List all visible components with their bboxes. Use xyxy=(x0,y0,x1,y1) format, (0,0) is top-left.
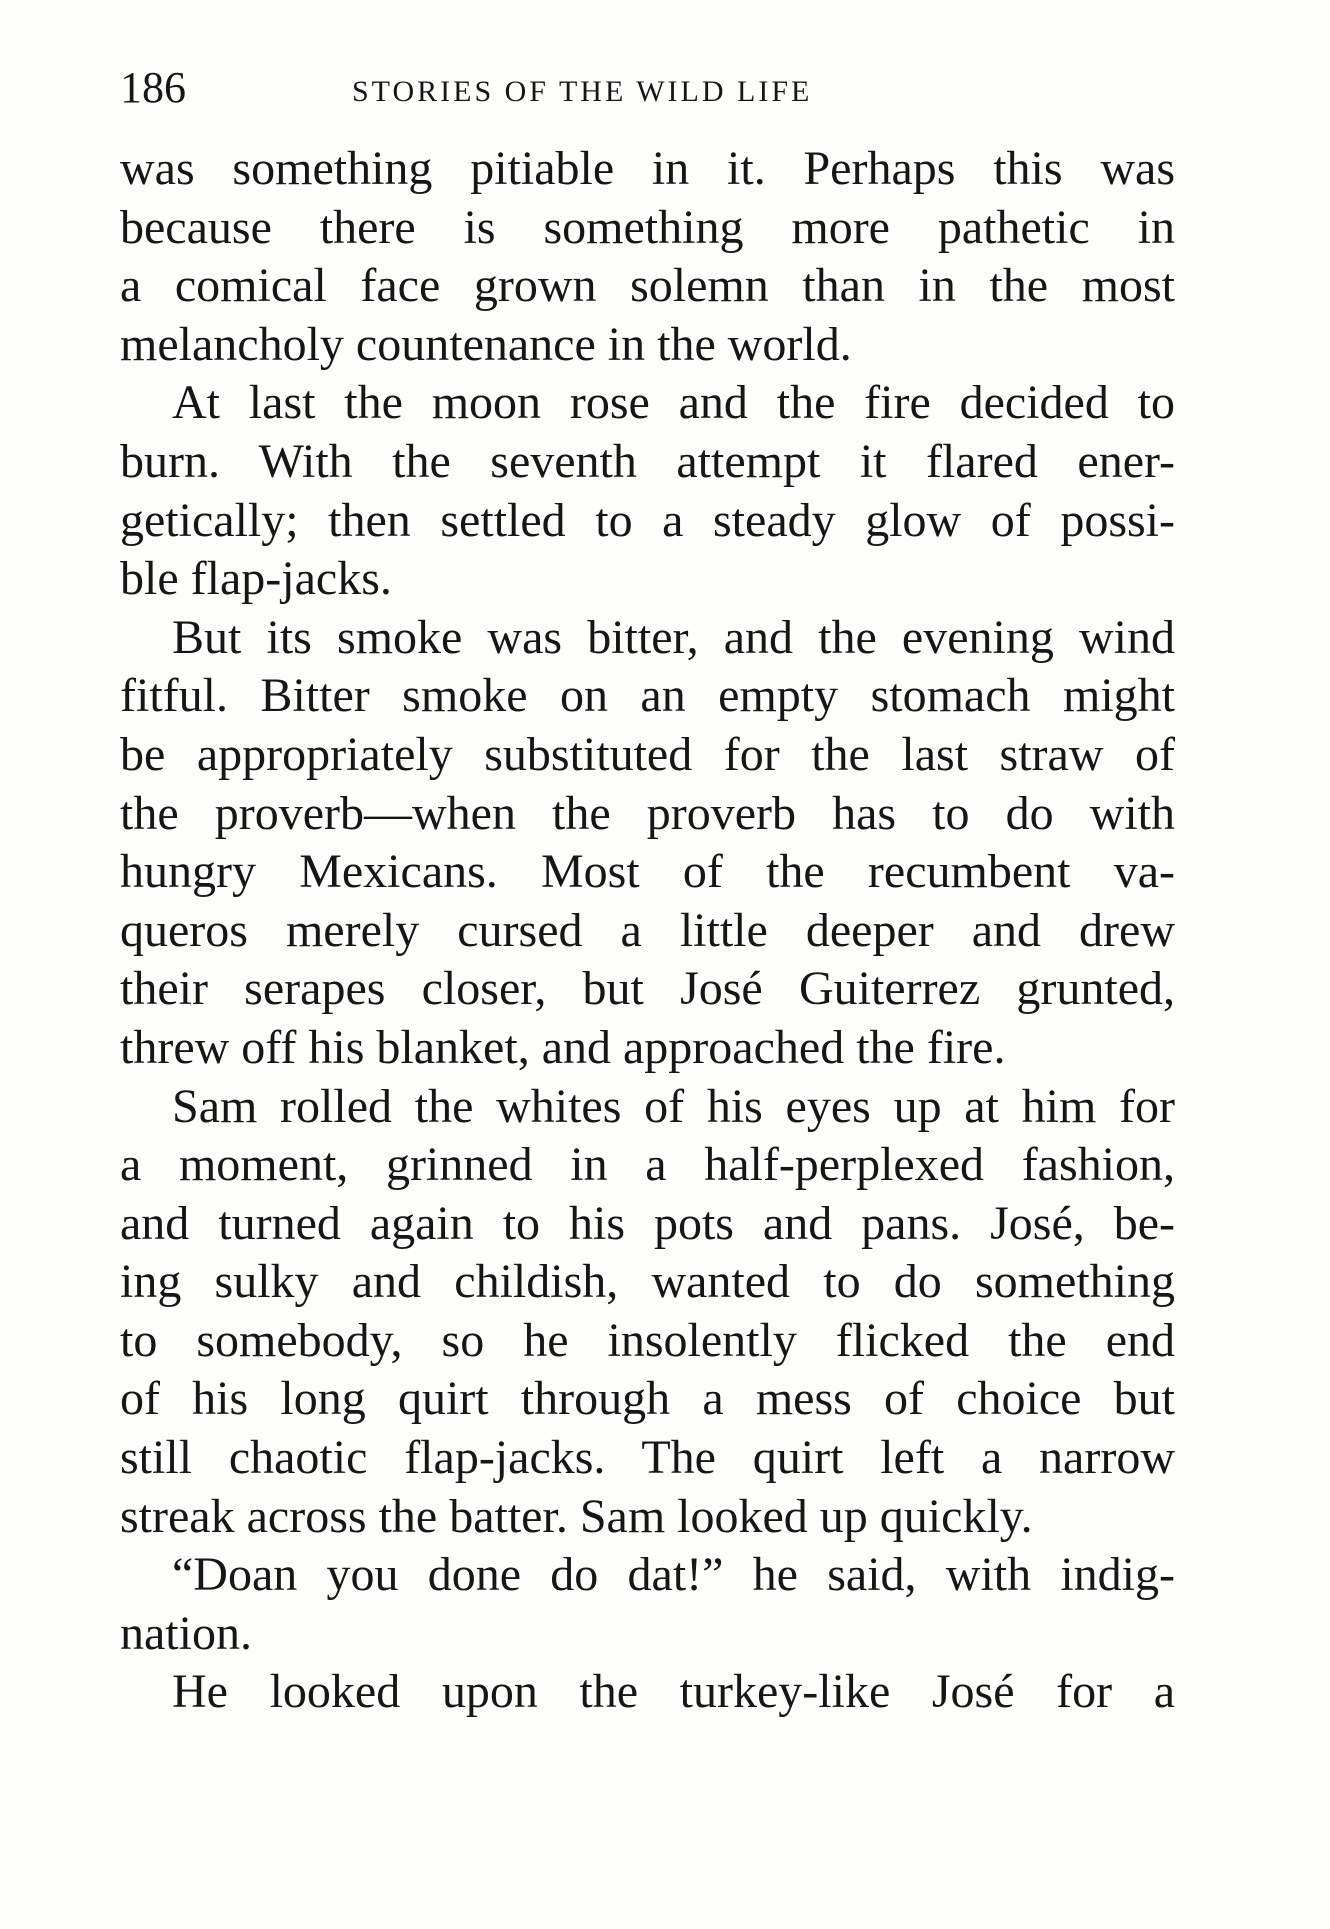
text-line: their serapes closer, but José Guiterrez grunted, xyxy=(120,962,1175,1016)
book-title: STORIES OF THE WILD LIFE xyxy=(352,75,813,108)
text-line: streak across the batter. Sam looked up quickly. xyxy=(120,1489,1033,1543)
text-line: Sam rolled the whites of his eyes up at him for xyxy=(172,1079,1175,1133)
text-line: melancholy countenance in the world. xyxy=(120,317,852,371)
page-number: 186 xyxy=(120,63,186,112)
running-head xyxy=(120,58,1180,118)
text-line: the proverb—when the proverb has to do with xyxy=(120,786,1175,840)
text-line: ble flap-jacks. xyxy=(120,552,392,606)
text-line: queros merely cursed a little deeper and drew xyxy=(120,903,1175,957)
text-line: “Doan you done do dat!” he said, with indig- xyxy=(172,1548,1175,1602)
text-line: ing sulky and childish, wanted to do something xyxy=(120,1255,1175,1309)
text-line: because there is something more pathetic in xyxy=(120,200,1175,254)
text-line: threw off his blanket, and approached the fire. xyxy=(120,1020,1006,1074)
text-line: hungry Mexicans. Most of the recumbent va- xyxy=(120,845,1175,899)
text-line: But its smoke was bitter, and the evening wind xyxy=(172,610,1175,664)
text-line: was something pitiable in it. Perhaps this was xyxy=(120,142,1175,195)
text-line: be appropriately substituted for the last straw of xyxy=(120,727,1175,781)
body-text xyxy=(120,140,1175,1722)
text-line: to somebody, so he insolently flicked the end xyxy=(120,1313,1175,1367)
text-line: a moment, grinned in a half-perplexed fashion, xyxy=(120,1138,1175,1192)
text-line: a comical face grown solemn than in the most xyxy=(120,259,1175,313)
text-line: of his long quirt through a mess of choice but xyxy=(120,1372,1175,1426)
text-line: getically; then settled to a steady glow of possi- xyxy=(120,493,1175,547)
paragraph xyxy=(120,1663,1175,1722)
text-line: fitful. Bitter smoke on an empty stomach might xyxy=(120,669,1175,723)
text-line: nation. xyxy=(120,1606,252,1660)
text-line: He looked upon the turkey-like José for a xyxy=(172,1665,1175,1719)
paragraph xyxy=(120,609,1175,1078)
paragraph xyxy=(120,1078,1175,1547)
text-line: burn. With the seventh attempt it flared ener- xyxy=(120,434,1175,488)
text-line: and turned again to his pots and pans. José, be- xyxy=(120,1196,1175,1250)
paragraph xyxy=(120,140,1175,374)
paragraph xyxy=(120,1546,1175,1663)
text-line: At last the moon rose and the fire decided to xyxy=(172,376,1175,430)
text-line: still chaotic flap-jacks. The quirt left a narrow xyxy=(120,1431,1175,1485)
paragraph xyxy=(120,374,1175,608)
